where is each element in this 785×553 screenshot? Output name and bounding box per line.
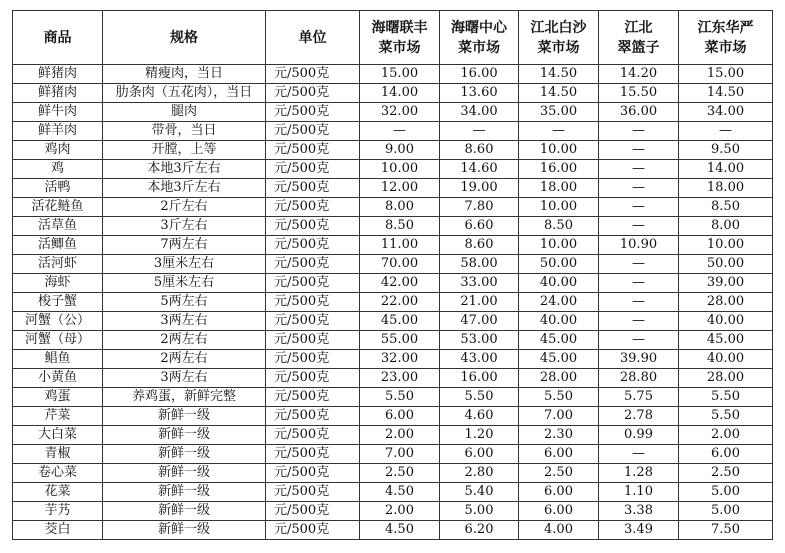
cell-market-5: 8.50 xyxy=(679,198,773,217)
cell-market-1: 22.00 xyxy=(360,293,440,312)
cell-market-2: 1.20 xyxy=(440,426,519,445)
cell-market-4: 10.90 xyxy=(599,236,679,255)
cell-market-4: — xyxy=(599,255,679,274)
header-unit: 单位 xyxy=(266,11,360,65)
cell-product: 活鲫鱼 xyxy=(13,236,103,255)
table-header xyxy=(13,11,773,65)
cell-market-1: 4.50 xyxy=(360,483,440,502)
cell-spec: 新鲜一级 xyxy=(103,483,266,502)
cell-product: 鲳鱼 xyxy=(13,350,103,369)
cell-market-4: — xyxy=(599,217,679,236)
cell-spec: 5厘米左右 xyxy=(103,274,266,293)
cell-market-5: — xyxy=(679,122,773,141)
header-product: 商品 xyxy=(13,11,103,65)
cell-market-5: 2.00 xyxy=(679,426,773,445)
table-row xyxy=(13,369,773,388)
cell-market-4: 3.49 xyxy=(599,521,679,540)
cell-market-5: 14.50 xyxy=(679,84,773,103)
cell-product: 芋艿 xyxy=(13,502,103,521)
cell-market-1: 15.00 xyxy=(360,65,440,84)
cell-spec: 3两左右 xyxy=(103,312,266,331)
price-table-container xyxy=(12,10,772,540)
cell-market-4: — xyxy=(599,331,679,350)
cell-market-3: 10.00 xyxy=(519,236,599,255)
cell-spec: 开膛，上等 xyxy=(103,141,266,160)
cell-spec: 养鸡蛋，新鲜完整 xyxy=(103,388,266,407)
cell-product: 河蟹（公） xyxy=(13,312,103,331)
cell-market-4: 1.28 xyxy=(599,464,679,483)
table-row xyxy=(13,464,773,483)
table-row xyxy=(13,274,773,293)
cell-market-1: 45.00 xyxy=(360,312,440,331)
cell-market-3: 14.50 xyxy=(519,84,599,103)
cell-unit: 元/500克 xyxy=(266,103,360,122)
cell-market-3: 2.30 xyxy=(519,426,599,445)
cell-market-2: 53.00 xyxy=(440,331,519,350)
cell-market-2: 34.00 xyxy=(440,103,519,122)
cell-market-1: 23.00 xyxy=(360,369,440,388)
cell-spec: 本地3斤左右 xyxy=(103,160,266,179)
cell-product: 鸡蛋 xyxy=(13,388,103,407)
cell-market-1: 10.00 xyxy=(360,160,440,179)
table-row xyxy=(13,160,773,179)
cell-unit: 元/500克 xyxy=(266,369,360,388)
table-row xyxy=(13,426,773,445)
cell-market-5: 39.00 xyxy=(679,274,773,293)
cell-market-1: 32.00 xyxy=(360,103,440,122)
cell-product: 卷心菜 xyxy=(13,464,103,483)
cell-market-5: 5.00 xyxy=(679,483,773,502)
cell-spec: 新鲜一级 xyxy=(103,464,266,483)
header-market-1: 海曙联丰 菜市场 xyxy=(360,11,440,65)
cell-product: 活鸭 xyxy=(13,179,103,198)
cell-product: 鲜猪肉 xyxy=(13,65,103,84)
cell-market-1: 2.00 xyxy=(360,502,440,521)
cell-market-2: 5.00 xyxy=(440,502,519,521)
cell-market-5: 45.00 xyxy=(679,331,773,350)
cell-product: 鸡肉 xyxy=(13,141,103,160)
cell-spec: 肋条肉（五花肉），当日 xyxy=(103,84,266,103)
cell-market-4: — xyxy=(599,293,679,312)
cell-market-1: 2.00 xyxy=(360,426,440,445)
cell-market-1: 12.00 xyxy=(360,179,440,198)
table-row xyxy=(13,217,773,236)
table-row xyxy=(13,293,773,312)
table-row xyxy=(13,521,773,540)
cell-market-1: 5.50 xyxy=(360,388,440,407)
cell-product: 鲜猪肉 xyxy=(13,84,103,103)
cell-market-3: 6.00 xyxy=(519,483,599,502)
cell-product: 活花鲢鱼 xyxy=(13,198,103,217)
cell-market-2: 5.40 xyxy=(440,483,519,502)
table-row xyxy=(13,141,773,160)
cell-spec: 3两左右 xyxy=(103,369,266,388)
cell-unit: 元/500克 xyxy=(266,274,360,293)
cell-market-2: 58.00 xyxy=(440,255,519,274)
cell-market-4: 1.10 xyxy=(599,483,679,502)
cell-spec: 3厘米左右 xyxy=(103,255,266,274)
cell-unit: 元/500克 xyxy=(266,65,360,84)
cell-spec: 3斤左右 xyxy=(103,217,266,236)
cell-spec: 新鲜一级 xyxy=(103,502,266,521)
table-row xyxy=(13,84,773,103)
table-row xyxy=(13,502,773,521)
cell-unit: 元/500克 xyxy=(266,350,360,369)
cell-unit: 元/500克 xyxy=(266,217,360,236)
table-row xyxy=(13,65,773,84)
cell-market-1: 4.50 xyxy=(360,521,440,540)
cell-market-5: 40.00 xyxy=(679,312,773,331)
cell-product: 鲜牛肉 xyxy=(13,103,103,122)
cell-market-1: 8.50 xyxy=(360,217,440,236)
cell-spec: 2两左右 xyxy=(103,350,266,369)
cell-unit: 元/500克 xyxy=(266,84,360,103)
cell-market-2: 19.00 xyxy=(440,179,519,198)
cell-market-3: 35.00 xyxy=(519,103,599,122)
cell-unit: 元/500克 xyxy=(266,483,360,502)
cell-market-4: 2.78 xyxy=(599,407,679,426)
cell-spec: 腿肉 xyxy=(103,103,266,122)
cell-unit: 元/500克 xyxy=(266,160,360,179)
cell-product: 梭子蟹 xyxy=(13,293,103,312)
cell-market-2: 13.60 xyxy=(440,84,519,103)
cell-market-2: 14.60 xyxy=(440,160,519,179)
table-row xyxy=(13,350,773,369)
cell-unit: 元/500克 xyxy=(266,312,360,331)
cell-spec: 带骨，当日 xyxy=(103,122,266,141)
cell-market-5: 28.00 xyxy=(679,369,773,388)
cell-market-1: 42.00 xyxy=(360,274,440,293)
table-row xyxy=(13,388,773,407)
cell-market-3: 7.00 xyxy=(519,407,599,426)
cell-market-4: — xyxy=(599,122,679,141)
cell-market-5: 10.00 xyxy=(679,236,773,255)
cell-market-3: 40.00 xyxy=(519,312,599,331)
cell-market-4: — xyxy=(599,198,679,217)
cell-unit: 元/500克 xyxy=(266,141,360,160)
cell-market-4: 36.00 xyxy=(599,103,679,122)
cell-market-5: 28.00 xyxy=(679,293,773,312)
cell-market-4: — xyxy=(599,160,679,179)
cell-market-3: 40.00 xyxy=(519,274,599,293)
table-row xyxy=(13,483,773,502)
cell-product: 鲜羊肉 xyxy=(13,122,103,141)
cell-market-1: 9.00 xyxy=(360,141,440,160)
market-price-table xyxy=(12,10,773,540)
cell-market-2: 2.80 xyxy=(440,464,519,483)
cell-market-3: 18.00 xyxy=(519,179,599,198)
cell-unit: 元/500克 xyxy=(266,407,360,426)
cell-spec: 精瘦肉，当日 xyxy=(103,65,266,84)
table-row xyxy=(13,236,773,255)
cell-market-5: 5.00 xyxy=(679,502,773,521)
cell-spec: 新鲜一级 xyxy=(103,407,266,426)
cell-market-4: — xyxy=(599,274,679,293)
cell-market-5: 34.00 xyxy=(679,103,773,122)
cell-market-1: 6.00 xyxy=(360,407,440,426)
cell-product: 鸡 xyxy=(13,160,103,179)
table-row xyxy=(13,331,773,350)
cell-market-2: 6.20 xyxy=(440,521,519,540)
cell-market-1: 2.50 xyxy=(360,464,440,483)
cell-market-3: 4.00 xyxy=(519,521,599,540)
cell-market-5: 18.00 xyxy=(679,179,773,198)
cell-unit: 元/500克 xyxy=(266,179,360,198)
cell-product: 活草鱼 xyxy=(13,217,103,236)
cell-market-3: 16.00 xyxy=(519,160,599,179)
cell-spec: 5两左右 xyxy=(103,293,266,312)
cell-market-1: 8.00 xyxy=(360,198,440,217)
cell-market-2: 47.00 xyxy=(440,312,519,331)
cell-market-3: 2.50 xyxy=(519,464,599,483)
cell-spec: 2斤左右 xyxy=(103,198,266,217)
cell-market-5: 40.00 xyxy=(679,350,773,369)
cell-market-2: 4.60 xyxy=(440,407,519,426)
cell-market-4: — xyxy=(599,141,679,160)
cell-market-2: 5.50 xyxy=(440,388,519,407)
cell-market-1: 7.00 xyxy=(360,445,440,464)
cell-market-4: 3.38 xyxy=(599,502,679,521)
cell-market-4: 39.90 xyxy=(599,350,679,369)
cell-spec: 新鲜一级 xyxy=(103,445,266,464)
cell-market-3: 5.50 xyxy=(519,388,599,407)
cell-market-2: 7.80 xyxy=(440,198,519,217)
header-market-5: 江东华严 菜市场 xyxy=(679,11,773,65)
header-market-4: 江北 翠篮子 xyxy=(599,11,679,65)
cell-market-2: 16.00 xyxy=(440,65,519,84)
header-market-2: 海曙中心 菜市场 xyxy=(440,11,519,65)
cell-market-5: 6.00 xyxy=(679,445,773,464)
cell-product: 青椒 xyxy=(13,445,103,464)
cell-market-4: 28.80 xyxy=(599,369,679,388)
cell-unit: 元/500克 xyxy=(266,502,360,521)
cell-unit: 元/500克 xyxy=(266,521,360,540)
cell-market-4: 14.20 xyxy=(599,65,679,84)
table-row xyxy=(13,179,773,198)
cell-product: 芹菜 xyxy=(13,407,103,426)
cell-market-5: 5.50 xyxy=(679,407,773,426)
cell-market-3: 6.00 xyxy=(519,445,599,464)
cell-market-5: 8.00 xyxy=(679,217,773,236)
cell-market-2: 33.00 xyxy=(440,274,519,293)
cell-market-4: — xyxy=(599,445,679,464)
cell-market-1: 14.00 xyxy=(360,84,440,103)
cell-product: 小黄鱼 xyxy=(13,369,103,388)
cell-unit: 元/500克 xyxy=(266,445,360,464)
cell-spec: 7两左右 xyxy=(103,236,266,255)
cell-unit: 元/500克 xyxy=(266,331,360,350)
table-row xyxy=(13,255,773,274)
cell-unit: 元/500克 xyxy=(266,464,360,483)
cell-spec: 新鲜一级 xyxy=(103,521,266,540)
cell-market-5: 9.50 xyxy=(679,141,773,160)
header-row xyxy=(13,11,773,65)
cell-market-2: — xyxy=(440,122,519,141)
cell-product: 茭白 xyxy=(13,521,103,540)
cell-market-3: 14.50 xyxy=(519,65,599,84)
cell-market-5: 7.50 xyxy=(679,521,773,540)
cell-market-2: 8.60 xyxy=(440,236,519,255)
cell-product: 河蟹（母） xyxy=(13,331,103,350)
cell-product: 活河虾 xyxy=(13,255,103,274)
header-spec: 规格 xyxy=(103,11,266,65)
cell-product: 海虾 xyxy=(13,274,103,293)
cell-market-2: 6.60 xyxy=(440,217,519,236)
cell-spec: 2两左右 xyxy=(103,331,266,350)
table-row xyxy=(13,407,773,426)
cell-market-4: — xyxy=(599,179,679,198)
header-market-3: 江北白沙 菜市场 xyxy=(519,11,599,65)
cell-market-3: — xyxy=(519,122,599,141)
cell-market-5: 5.50 xyxy=(679,388,773,407)
cell-market-3: 24.00 xyxy=(519,293,599,312)
cell-market-5: 15.00 xyxy=(679,65,773,84)
cell-market-3: 10.00 xyxy=(519,141,599,160)
cell-unit: 元/500克 xyxy=(266,426,360,445)
table-body xyxy=(13,65,773,540)
cell-market-3: 45.00 xyxy=(519,350,599,369)
cell-market-4: — xyxy=(599,312,679,331)
cell-market-2: 21.00 xyxy=(440,293,519,312)
cell-market-3: 28.00 xyxy=(519,369,599,388)
cell-product: 花菜 xyxy=(13,483,103,502)
table-row xyxy=(13,122,773,141)
cell-market-3: 10.00 xyxy=(519,198,599,217)
cell-market-4: 5.75 xyxy=(599,388,679,407)
cell-spec: 新鲜一级 xyxy=(103,426,266,445)
table-row xyxy=(13,312,773,331)
cell-unit: 元/500克 xyxy=(266,122,360,141)
cell-spec: 本地3斤左右 xyxy=(103,179,266,198)
cell-market-3: 50.00 xyxy=(519,255,599,274)
cell-unit: 元/500克 xyxy=(266,388,360,407)
cell-market-4: 0.99 xyxy=(599,426,679,445)
cell-market-5: 2.50 xyxy=(679,464,773,483)
cell-unit: 元/500克 xyxy=(266,236,360,255)
cell-market-1: 70.00 xyxy=(360,255,440,274)
cell-market-2: 43.00 xyxy=(440,350,519,369)
table-row xyxy=(13,198,773,217)
cell-market-2: 8.60 xyxy=(440,141,519,160)
cell-market-1: — xyxy=(360,122,440,141)
cell-market-1: 55.00 xyxy=(360,331,440,350)
cell-market-1: 11.00 xyxy=(360,236,440,255)
cell-market-5: 14.00 xyxy=(679,160,773,179)
table-row xyxy=(13,445,773,464)
cell-unit: 元/500克 xyxy=(266,293,360,312)
cell-unit: 元/500克 xyxy=(266,255,360,274)
cell-product: 大白菜 xyxy=(13,426,103,445)
cell-market-5: 50.00 xyxy=(679,255,773,274)
cell-market-3: 8.50 xyxy=(519,217,599,236)
cell-market-2: 6.00 xyxy=(440,445,519,464)
cell-unit: 元/500克 xyxy=(266,198,360,217)
table-row xyxy=(13,103,773,122)
cell-market-3: 45.00 xyxy=(519,331,599,350)
cell-market-3: 6.00 xyxy=(519,502,599,521)
cell-market-1: 32.00 xyxy=(360,350,440,369)
cell-market-4: 15.50 xyxy=(599,84,679,103)
cell-market-2: 16.00 xyxy=(440,369,519,388)
